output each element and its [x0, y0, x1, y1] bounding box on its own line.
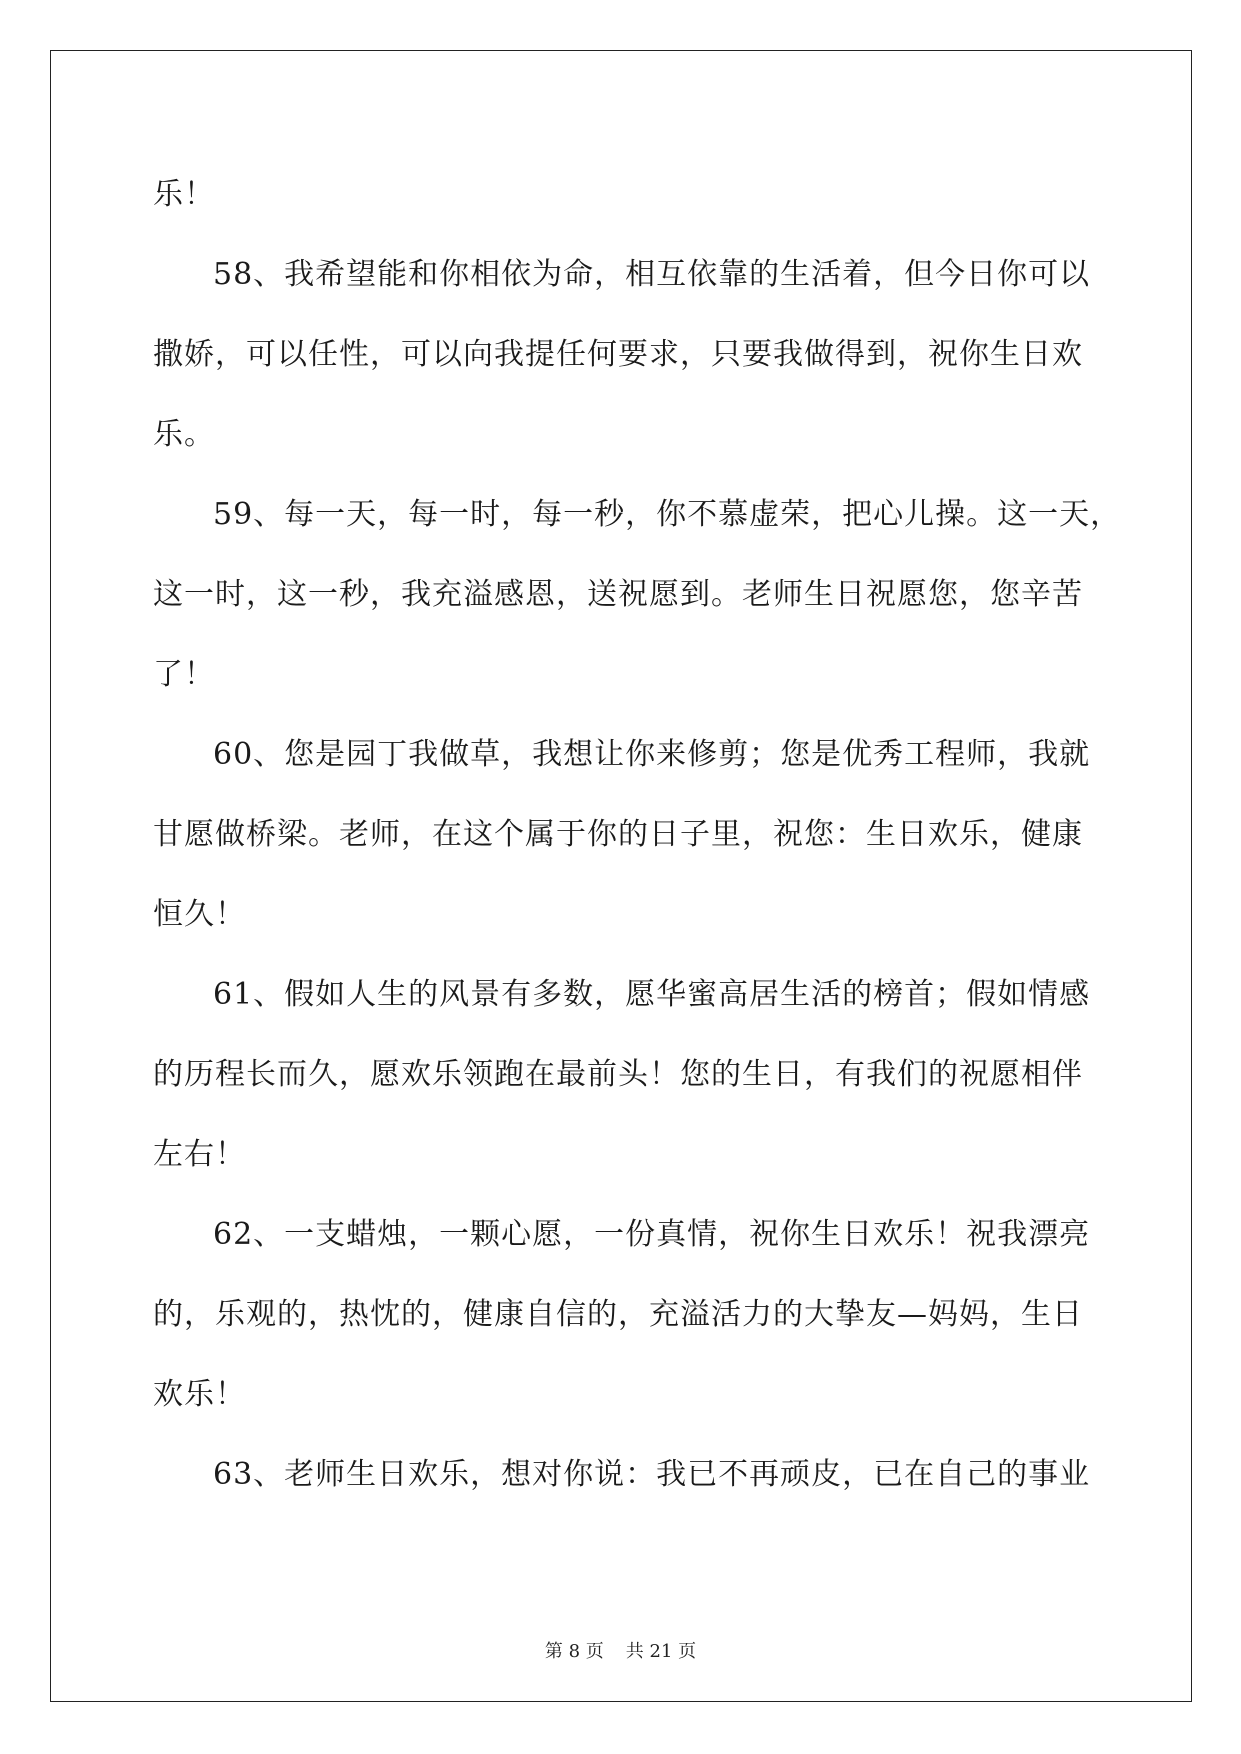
- text-line: 乐！: [153, 177, 215, 212]
- paragraph: [153, 1195, 1093, 1435]
- text-line: 的历程长而久，愿欢乐领跑在最前头！您的生日，有我们的祝愿相伴: [153, 1057, 1083, 1092]
- text-line: 甘愿做桥梁。老师，在这个属于你的日子里，祝您：生日欢乐，健康: [153, 817, 1083, 852]
- text-line: 61、假如人生的风景有多数，愿华蜜高居生活的榜首；假如情感: [213, 977, 1091, 1012]
- document-body: [153, 155, 1122, 1515]
- paragraph: [153, 155, 1093, 235]
- text-line: 63、老师生日欢乐，想对你说：我已不再顽皮，已在自己的事业: [213, 1457, 1091, 1492]
- text-line: 58、我希望能和你相依为命，相互依靠的生活着，但今日你可以: [213, 257, 1091, 292]
- text-line: 乐。: [153, 417, 215, 452]
- text-line: 59、每一天，每一时，每一秒，你不慕虚荣，把心儿操。这一天，: [213, 497, 1122, 532]
- paragraph: [153, 955, 1093, 1195]
- paragraph: [153, 1435, 1093, 1515]
- paragraph: [153, 475, 1122, 715]
- text-line: 这一时，这一秒，我充溢感恩，送祝愿到。老师生日祝愿您，您辛苦: [153, 577, 1083, 612]
- page-footer: [0, 1637, 1241, 1663]
- text-line: 了！: [153, 657, 215, 692]
- text-line: 左右！: [153, 1137, 246, 1172]
- page-number: 第 8 页: [544, 1641, 604, 1662]
- page-total: 共 21 页: [625, 1641, 697, 1662]
- text-line: 62、一支蜡烛，一颗心愿，一份真情，祝你生日欢乐！祝我漂亮: [213, 1217, 1091, 1252]
- paragraph: [153, 235, 1093, 475]
- text-line: 撒娇，可以任性，可以向我提任何要求，只要我做得到，祝你生日欢: [153, 337, 1083, 372]
- text-line: 恒久！: [153, 897, 246, 932]
- paragraph: [153, 715, 1093, 955]
- text-line: 欢乐！: [153, 1377, 246, 1412]
- text-line: 60、您是园丁我做草，我想让你来修剪；您是优秀工程师，我就: [213, 737, 1091, 772]
- text-line: 的，乐观的，热忱的，健康自信的，充溢活力的大挚友—妈妈，生日: [153, 1297, 1083, 1332]
